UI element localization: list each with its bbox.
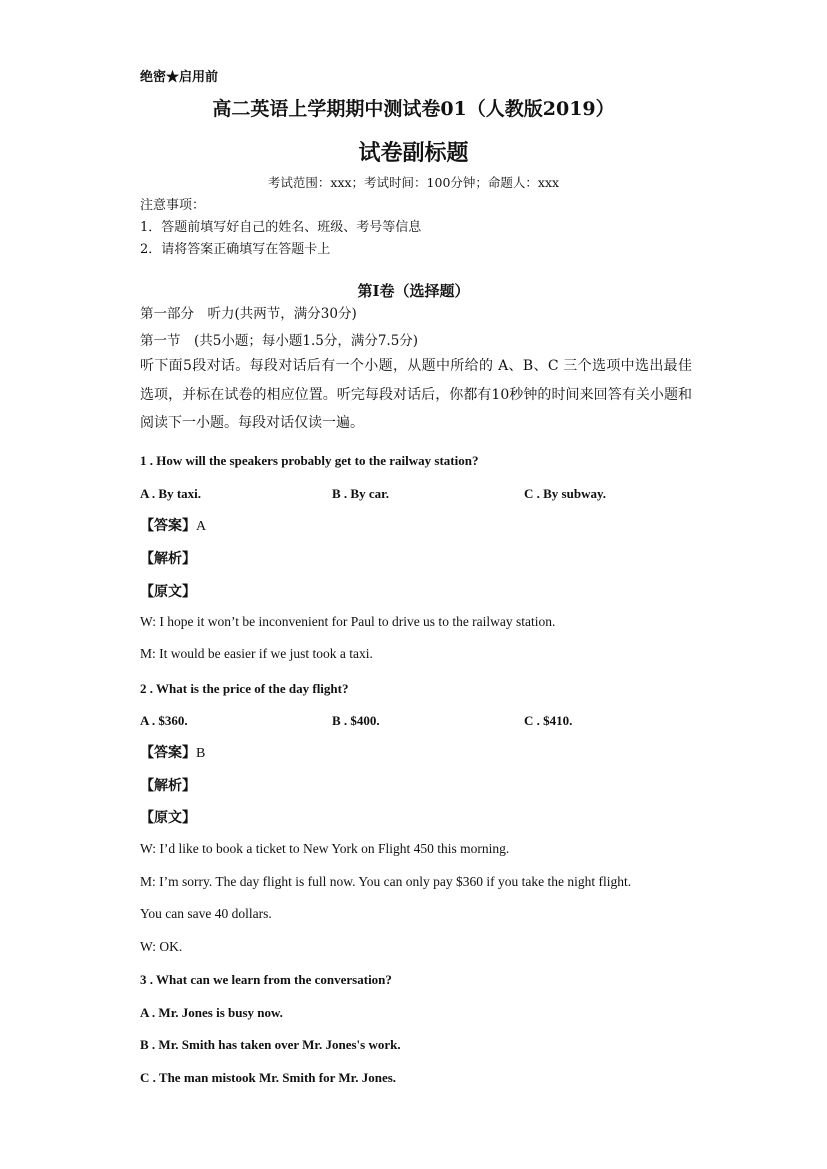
option-c: C . By subway. [524, 486, 606, 501]
option-b: B . By car. [332, 486, 389, 501]
part-heading: 第一部分 听力(共两节，满分30分) [140, 306, 357, 322]
transcript-line: M: It would be easier if we just took a taxi. [140, 646, 373, 661]
option-b: B . $400. [332, 713, 380, 728]
option-a: A . By taxi. [140, 486, 202, 501]
answer-row [140, 515, 206, 535]
option-a: A . Mr. Jones is busy now. [140, 1005, 283, 1020]
question-stem: 1 . How will the speakers probably get to the railway station? [140, 453, 479, 468]
answer-label: 【答案】 [140, 518, 196, 534]
transcript-line: You can save 40 dollars. [140, 906, 272, 921]
confidential-mark: 绝密★启用前 [140, 70, 219, 85]
transcript-line: M: I’m sorry. The day flight is full now. You can only pay $360 if you take the night flight. [140, 874, 632, 889]
analysis-label: 【解析】 [140, 551, 196, 567]
notes-heading: 注意事项： [140, 198, 206, 213]
answer-value: B [196, 746, 206, 761]
exam-title: 高二英语上学期期中测试卷01（人教版2019） [212, 98, 615, 120]
transcript-line: W: I’d like to book a ticket to New York on Flight 450 this morning. [140, 841, 510, 856]
answer-row [140, 742, 205, 762]
analysis-label: 【解析】 [140, 778, 196, 794]
transcript-line: W: OK. [140, 939, 183, 954]
answer-label: 【答案】 [140, 745, 196, 761]
note-item: 2．请将答案正确填写在答题卡上 [140, 242, 331, 257]
section-title: 第I卷（选择题） [357, 282, 470, 300]
transcript-label: 【原文】 [140, 810, 196, 826]
transcript-line: W: I hope it won’t be inconvenient for Paul to drive us to the railway station. [140, 614, 556, 629]
option-a: A . $360. [140, 713, 188, 728]
answer-value: A [196, 519, 207, 534]
instructions-paragraph: 听下面5段对话。每段对话后有一个小题，从题中所给的 A、B、C 三个选项中选出最佳选项，并标在试卷的相应位置。听完每段对话后，你都有10秒钟的时间来回答有关小题和阅读下一小题。每段对话仅读一遍。 [140, 358, 692, 431]
transcript-label: 【原文】 [140, 584, 196, 600]
option-c: C . $410. [524, 713, 573, 728]
note-item: 1．答题前填写好自己的姓名、班级、考号等信息 [140, 220, 422, 235]
option-b: B . Mr. Smith has taken over Mr. Jones's work. [140, 1037, 401, 1052]
subsection-heading: 第一节 (共5小题；每小题1.5分，满分7.5分) [140, 333, 419, 349]
exam-subtitle: 试卷副标题 [358, 140, 469, 166]
question-stem: 3 . What can we learn from the conversation? [140, 972, 392, 987]
option-c: C . The man mistook Mr. Smith for Mr. Jones. [140, 1070, 397, 1085]
exam-info: 考试范围：xxx；考试时间：100分钟；命题人：xxx [267, 175, 560, 190]
question-stem: 2 . What is the price of the day flight? [140, 681, 349, 696]
